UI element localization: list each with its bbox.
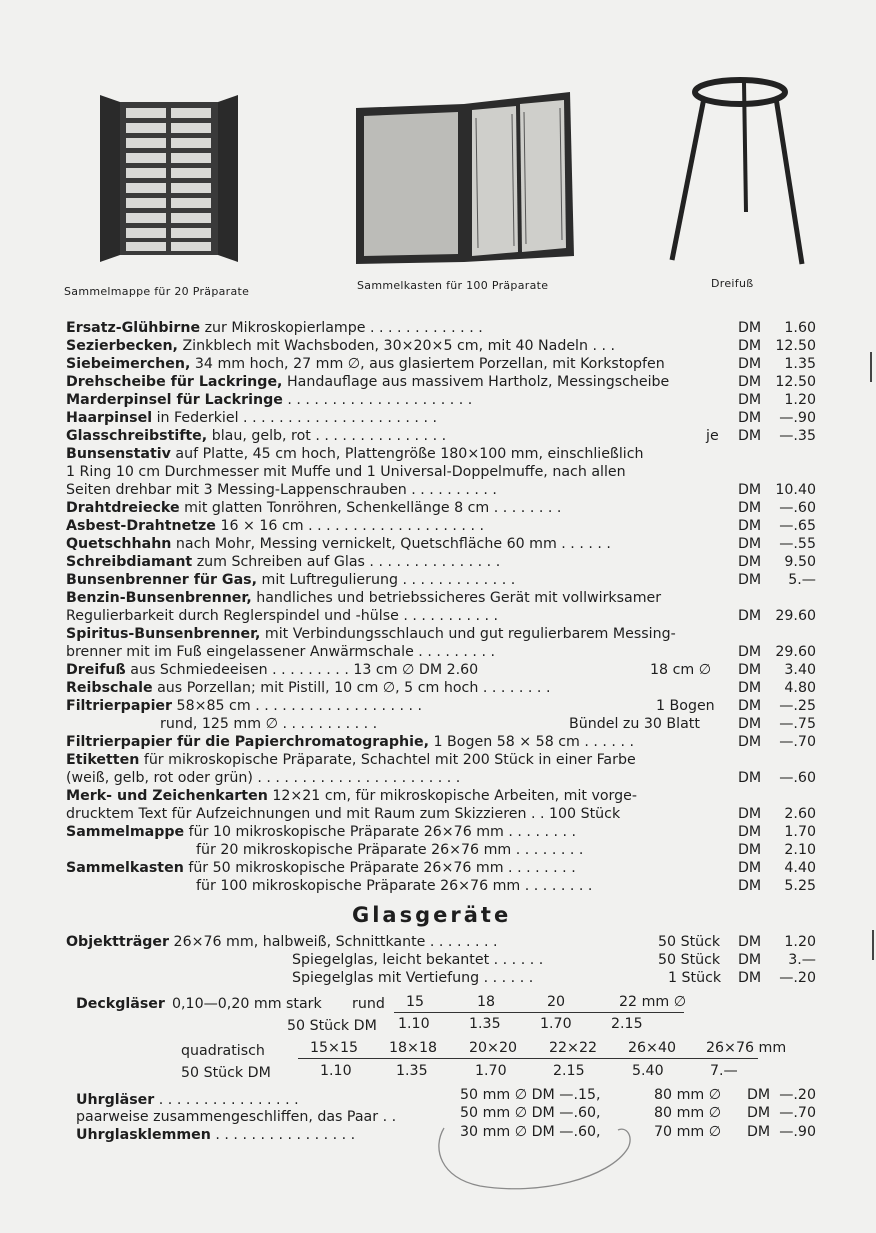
list-item: für 20 mikroskopische Präparate 26×76 mm . . . . . . . . DM 2.10 (196, 842, 816, 858)
dreifuss-illustration (664, 72, 814, 272)
list-item: brenner mit im Fuß eingelassener Anwärmschale . . . . . . . . . DM 29.60 (66, 644, 816, 660)
table-cell: 15 (406, 994, 425, 1010)
list-item: Ersatz-Glühbirne zur Mikroskopierlampe . . . . . . . . . . . . . DM 1.60 (66, 320, 816, 336)
sammelkasten-illustration (352, 88, 578, 266)
list-item: Spiritus-Bunsenbrenner, mit Verbindungsschlauch und gut regulierbarem Messing- (66, 626, 676, 642)
margin-mark (870, 352, 872, 382)
list-item: Siebeimerchen, 34 mm hoch, 27 mm ∅, aus glasiertem Porzellan, mit Korkstopfen DM 1.35 (66, 356, 816, 372)
table-cell: 26×76 mm (706, 1040, 787, 1056)
list-item: Seiten drehbar mit 3 Messing-Lappenschrauben . . . . . . . . . . DM 10.40 (66, 482, 816, 498)
quad-qty-label: 50 Stück DM (181, 1065, 271, 1081)
caption-sammelmappe: Sammelmappe für 20 Präparate (64, 285, 250, 298)
table-rule (298, 1058, 758, 1059)
list-item: drucktem Text für Aufzeichnungen und mit Raum zum Skizzieren . . 100 Stück DM 2.60 (66, 806, 816, 822)
table-cell: 5.40 (632, 1063, 664, 1079)
list-item: Sammelmappe für 10 mikroskopische Präparate 26×76 mm . . . . . . . . DM 1.70 (66, 824, 816, 840)
list-item: Bunsenstativ auf Platte, 45 cm hoch, Plattengröße 180×100 mm, einschließlich (66, 446, 644, 462)
list-item: Asbest-Drahtnetze 16 × 16 cm . . . . . . . . . . . . . . . . . . . . DM —.65 (66, 518, 816, 534)
table-cell: 1.10 (398, 1016, 430, 1032)
table-cell: 1.70 (475, 1063, 507, 1079)
table-cell: 2.15 (611, 1016, 643, 1032)
list-item: Haarpinsel in Federkiel . . . . . . . . . . . . . . . . . . . . . . DM —.90 (66, 410, 816, 426)
list-item: (weiß, gelb, rot oder grün) . . . . . . . . . . . . . . . . . . . . . . . DM —.60 (66, 770, 816, 786)
list-item: Uhrglasklemmen . . . . . . . . . . . . . . . . 30 mm ∅ DM —.60, 70 mm ∅ DM —.90 (76, 1124, 816, 1143)
table-cell: 7.— (710, 1063, 738, 1079)
table-rule (394, 1012, 684, 1013)
list-item: Drahtdreiecke mit glatten Tonröhren, Schenkellänge 8 cm . . . . . . . . DM —.60 (66, 500, 816, 516)
list-item: Uhrgläser . . . . . . . . . . . . . . . . 50 mm ∅ DM —.15, 80 mm ∅ DM —.20 (76, 1087, 816, 1108)
list-item: Glasschreibstifte, blau, gelb, rot . . . . . . . . . . . . . . . je DM —.35 (66, 428, 816, 444)
table-cell: 18×18 (389, 1040, 437, 1056)
rund-qty-label: 50 Stück DM (287, 1018, 377, 1034)
deckglaeser-label: Deckgläser (76, 996, 165, 1012)
margin-mark (872, 930, 874, 960)
table-cell: 1.70 (540, 1016, 572, 1032)
quadratisch-label: quadratisch (181, 1043, 265, 1059)
table-cell: 1.35 (469, 1016, 501, 1032)
section-heading: Glasgeräte (352, 903, 512, 927)
list-item: Drehscheibe für Lackringe, Handauflage aus massivem Hartholz, Messingscheibe DM 12.50 (66, 374, 816, 390)
list-item: Marderpinsel für Lackringe . . . . . . . . . . . . . . . . . . . . . DM 1.20 (66, 392, 816, 408)
list-item: rund, 125 mm ∅ . . . . . . . . . . . Bündel zu 30 Blatt DM —.75 (160, 716, 816, 732)
list-item: Filtrierpapier für die Papierchromatographie, 1 Bogen 58 × 58 cm . . . . . . DM —.70 (66, 734, 816, 750)
list-item: Merk- und Zeichenkarten 12×21 cm, für mikroskopische Arbeiten, mit vorge- (66, 788, 637, 804)
table-cell: 2.15 (553, 1063, 585, 1079)
list-item: Quetschhahn nach Mohr, Messing vernickelt, Quetschfläche 60 mm . . . . . . DM —.55 (66, 536, 816, 552)
list-item: Bunsenbrenner für Gas, mit Luftregulierung . . . . . . . . . . . . . DM 5.— (66, 572, 816, 588)
list-item: Spiegelglas, leicht bekantet . . . . . . 50 Stück DM 3.— (292, 952, 816, 968)
list-item: Sammelkasten für 50 mikroskopische Präparate 26×76 mm . . . . . . . . DM 4.40 (66, 860, 816, 876)
sammelmappe-illustration (95, 90, 243, 265)
table-cell: 22×22 (549, 1040, 597, 1056)
list-item: für 100 mikroskopische Präparate 26×76 mm . . . . . . . . DM 5.25 (196, 878, 816, 894)
table-cell: 1.10 (320, 1063, 352, 1079)
list-item: Etiketten für mikroskopische Präparate, Schachtel mit 200 Stück in einer Farbe (66, 752, 636, 768)
list-item: Objektträger 26×76 mm, halbweiß, Schnittkante . . . . . . . . 50 Stück DM 1.20 (66, 934, 816, 950)
table-cell: 1.35 (396, 1063, 428, 1079)
table-cell: 26×40 (628, 1040, 676, 1056)
deckglaeser-thickness: 0,10—0,20 mm stark (172, 996, 322, 1012)
list-item: 1 Ring 10 cm Durchmesser mit Muffe und 1 Universal-Doppelmuffe, nach allen (66, 464, 626, 480)
table-cell: 18 (477, 994, 496, 1010)
list-item: Sezierbecken, Zinkblech mit Wachsboden, 30×20×5 cm, mit 40 Nadeln . . . DM 12.50 (66, 338, 816, 354)
list-item: Benzin-Bunsenbrenner, handliches und betriebssicheres Gerät mit vollwirksamer (66, 590, 662, 606)
rund-label: rund (352, 996, 385, 1012)
table-cell: 22 mm ∅ (619, 994, 687, 1010)
list-item: Dreifuß aus Schmiedeeisen . . . . . . . . . 13 cm ∅ DM 2.60 18 cm ∅ DM 3.40 (66, 662, 816, 678)
list-item: Filtrierpapier 58×85 cm . . . . . . . . . . . . . . . . . . . 1 Bogen DM —.25 (66, 698, 816, 714)
table-cell: 20×20 (469, 1040, 517, 1056)
pencil-mark (430, 1108, 650, 1198)
list-item: Spiegelglas mit Vertiefung . . . . . . 1 Stück DM —.20 (292, 970, 816, 986)
caption-sammelkasten: Sammelkasten für 100 Präparate (357, 279, 549, 292)
table-cell: 20 (547, 994, 566, 1010)
list-item: paarweise zusammengeschliffen, das Paar . . 50 mm ∅ DM —.60, 80 mm ∅ DM —.70 (76, 1105, 816, 1125)
list-item: Regulierbarkeit durch Reglerspindel und -hülse . . . . . . . . . . . DM 29.60 (66, 608, 816, 624)
list-item: Schreibdiamant zum Schreiben auf Glas . . . . . . . . . . . . . . . DM 9.50 (66, 554, 816, 570)
table-cell: 15×15 (310, 1040, 358, 1056)
list-item: Reibschale aus Porzellan; mit Pistill, 10 cm ∅, 5 cm hoch . . . . . . . . DM 4.80 (66, 680, 816, 696)
caption-dreifuss: Dreifuß (711, 277, 754, 290)
